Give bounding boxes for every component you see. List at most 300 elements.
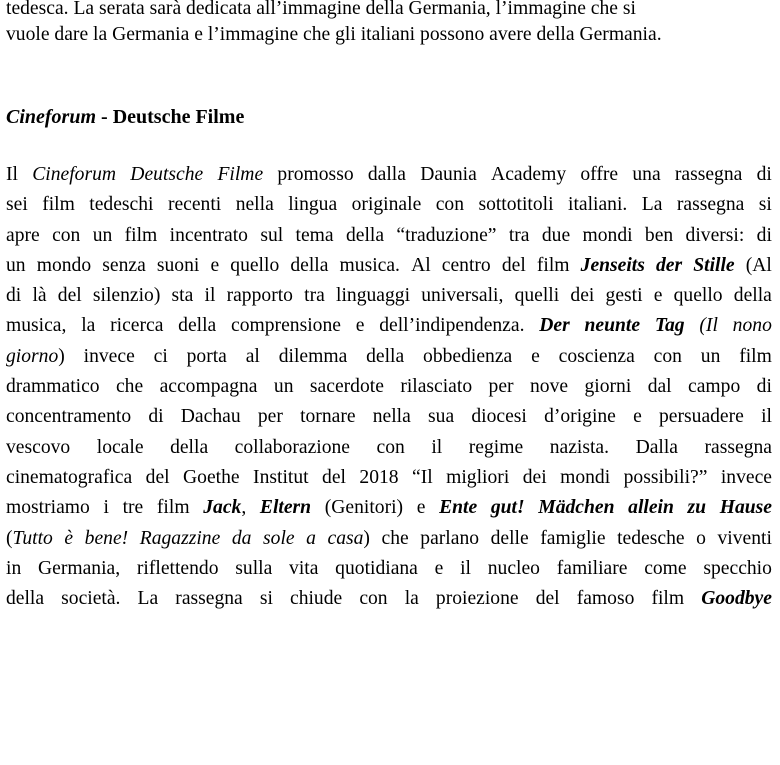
word bbox=[322, 463, 346, 493]
word bbox=[502, 251, 526, 281]
body-text: Daunia bbox=[420, 164, 477, 185]
body-text: “traduzione” bbox=[396, 224, 497, 246]
word bbox=[6, 554, 21, 584]
word bbox=[757, 160, 772, 190]
word bbox=[6, 311, 66, 341]
body-text: silenzio) bbox=[92, 285, 161, 307]
word bbox=[352, 190, 422, 220]
body-text: persuadere bbox=[659, 406, 744, 428]
body-text: delle bbox=[490, 527, 529, 549]
body-text: film bbox=[536, 254, 570, 276]
word bbox=[550, 433, 609, 463]
italic-text: giorno bbox=[6, 345, 59, 367]
word bbox=[203, 493, 246, 523]
film-title-text: Goodbye bbox=[701, 588, 772, 610]
body-text: e bbox=[653, 285, 663, 307]
body-text: universali, bbox=[421, 285, 504, 307]
word bbox=[183, 463, 240, 493]
italic-text: Cineforum bbox=[32, 164, 117, 185]
word bbox=[396, 221, 496, 251]
body-text: familiare bbox=[556, 557, 628, 579]
word bbox=[560, 463, 610, 493]
word bbox=[6, 493, 90, 523]
body-text: possibili?” bbox=[623, 466, 708, 488]
word bbox=[584, 372, 631, 402]
word bbox=[231, 311, 341, 341]
body-text: 2018 bbox=[359, 466, 399, 488]
body-text: una bbox=[632, 164, 661, 185]
film-title-text: zu bbox=[687, 497, 707, 519]
paragraph-line bbox=[6, 221, 772, 251]
body-text: offre bbox=[580, 164, 619, 185]
intro-line-2: vuole dare la Germania e l’immagine che gli italiani possono avere della Germania. bbox=[6, 24, 662, 45]
word bbox=[531, 342, 540, 372]
word bbox=[373, 402, 411, 432]
italic-text: casa bbox=[327, 527, 364, 549]
word bbox=[103, 493, 108, 523]
word bbox=[478, 190, 553, 220]
body-text: della bbox=[366, 345, 405, 367]
italic-text: (Il bbox=[699, 315, 718, 337]
body-text: ( bbox=[6, 527, 13, 549]
word bbox=[436, 584, 519, 614]
body-text: cinematografica bbox=[6, 466, 133, 488]
body-text: dilemma bbox=[278, 345, 348, 367]
body-text: tra bbox=[304, 285, 325, 307]
word bbox=[6, 160, 18, 190]
word bbox=[757, 221, 772, 251]
word bbox=[651, 584, 684, 614]
body-text: migliori bbox=[446, 466, 510, 488]
word bbox=[366, 342, 404, 372]
body-text: la bbox=[81, 315, 96, 337]
body-text: della bbox=[170, 436, 209, 458]
body-text: che bbox=[381, 527, 409, 549]
word bbox=[654, 281, 663, 311]
word bbox=[64, 524, 73, 554]
word bbox=[624, 463, 708, 493]
body-text: rilasciato bbox=[400, 376, 473, 398]
word bbox=[739, 342, 772, 372]
word bbox=[170, 433, 208, 463]
body-text: d’origine bbox=[544, 406, 616, 428]
film-title-text: allein bbox=[628, 497, 674, 519]
word bbox=[759, 190, 772, 220]
word bbox=[359, 584, 387, 614]
word bbox=[431, 433, 442, 463]
word bbox=[642, 190, 663, 220]
body-text: di bbox=[756, 376, 772, 398]
word bbox=[290, 251, 328, 281]
body-text: “Il bbox=[412, 466, 433, 488]
body-text: sulla bbox=[235, 557, 273, 579]
word bbox=[93, 281, 160, 311]
word bbox=[289, 554, 318, 584]
body-text: ricerca bbox=[110, 315, 164, 337]
body-text: il bbox=[460, 557, 471, 579]
film-title-text: Eltern bbox=[259, 497, 312, 519]
body-text: della bbox=[290, 254, 329, 276]
word bbox=[761, 402, 772, 432]
word bbox=[168, 190, 221, 220]
word bbox=[6, 221, 40, 251]
word bbox=[628, 493, 674, 523]
word bbox=[580, 160, 618, 190]
body-text: film bbox=[42, 194, 75, 216]
word bbox=[230, 251, 279, 281]
word bbox=[644, 554, 686, 584]
body-text: il bbox=[204, 285, 216, 307]
word bbox=[720, 493, 772, 523]
film-title-text: Ente bbox=[439, 497, 478, 519]
body-text: di bbox=[756, 164, 772, 185]
word bbox=[170, 221, 248, 251]
word bbox=[263, 524, 295, 554]
body-text: mondi bbox=[582, 224, 633, 246]
body-text: e bbox=[531, 345, 540, 367]
word bbox=[568, 190, 627, 220]
word bbox=[538, 493, 614, 523]
body-text: diocesi bbox=[471, 406, 527, 428]
body-text: del bbox=[535, 588, 560, 610]
body-text: di bbox=[6, 285, 22, 307]
body-text: collaborazione bbox=[234, 436, 350, 458]
italic-text: Deutsche bbox=[130, 164, 204, 185]
word bbox=[577, 584, 635, 614]
body-text: sottotitoli bbox=[478, 194, 554, 216]
word bbox=[656, 251, 682, 281]
body-text: per bbox=[257, 406, 283, 428]
body-text: il bbox=[761, 406, 772, 428]
body-text: concentramento bbox=[6, 406, 132, 428]
word bbox=[509, 221, 530, 251]
word bbox=[540, 524, 605, 554]
word bbox=[178, 311, 216, 341]
body-text: La bbox=[641, 194, 663, 216]
paragraph-line bbox=[6, 190, 772, 220]
word bbox=[581, 251, 645, 281]
word bbox=[632, 160, 660, 190]
word bbox=[157, 493, 190, 523]
paragraph-line bbox=[6, 342, 772, 372]
word bbox=[6, 281, 21, 311]
body-text: un bbox=[92, 224, 113, 246]
word bbox=[97, 433, 144, 463]
word bbox=[38, 554, 120, 584]
word bbox=[346, 221, 384, 251]
body-text: invece bbox=[720, 466, 772, 488]
word bbox=[336, 281, 410, 311]
body-text: quotidiana bbox=[335, 557, 418, 579]
body-text: e bbox=[434, 557, 444, 579]
body-text: con bbox=[653, 345, 682, 367]
body-text: del bbox=[145, 466, 170, 488]
body-text: musica, bbox=[6, 315, 67, 337]
body-text: riflettendo bbox=[136, 557, 219, 579]
word bbox=[491, 524, 529, 554]
body-text: Germania, bbox=[38, 557, 121, 579]
body-text: mondi bbox=[560, 466, 611, 488]
word bbox=[523, 463, 547, 493]
intro-paragraph bbox=[6, 0, 772, 48]
body-text: Il bbox=[6, 164, 18, 185]
body-text: viventi bbox=[717, 527, 772, 549]
paragraph-line bbox=[6, 584, 772, 614]
body-text: recenti bbox=[167, 194, 222, 216]
word bbox=[37, 251, 91, 281]
word bbox=[636, 433, 678, 463]
body-text: al bbox=[245, 345, 260, 367]
heading-italic-part: Cineforum bbox=[6, 106, 97, 128]
word bbox=[606, 281, 643, 311]
body-text: ci bbox=[153, 345, 168, 367]
body-text: e bbox=[210, 254, 220, 276]
film-title-text: der bbox=[656, 254, 683, 276]
body-text: giorni bbox=[584, 376, 632, 398]
body-text: Dalla bbox=[635, 436, 678, 458]
word bbox=[181, 402, 241, 432]
body-text: mondo bbox=[36, 254, 92, 276]
word bbox=[411, 251, 431, 281]
body-text: il bbox=[431, 436, 443, 458]
word bbox=[277, 160, 353, 190]
word bbox=[61, 584, 120, 614]
word bbox=[84, 342, 135, 372]
word bbox=[688, 372, 740, 402]
body-text: che bbox=[115, 376, 144, 398]
body-text: nella bbox=[235, 194, 274, 216]
word bbox=[471, 402, 527, 432]
body-text: linguaggi bbox=[336, 285, 411, 307]
body-text: nucleo bbox=[487, 557, 540, 579]
word bbox=[279, 342, 348, 372]
word bbox=[674, 281, 723, 311]
word bbox=[717, 524, 771, 554]
body-text: dalla bbox=[367, 164, 406, 185]
paragraph-line bbox=[6, 251, 772, 281]
word bbox=[515, 281, 560, 311]
word bbox=[335, 554, 418, 584]
word bbox=[110, 311, 163, 341]
word bbox=[140, 524, 221, 554]
body-text: quello bbox=[673, 285, 723, 307]
film-title-text: Jenseits bbox=[580, 254, 645, 276]
body-text: come bbox=[644, 557, 687, 579]
word bbox=[570, 281, 594, 311]
body-text: famoso bbox=[576, 588, 635, 610]
body-text: e bbox=[355, 315, 365, 337]
body-text: parlano bbox=[420, 527, 480, 549]
body-text: società. bbox=[61, 588, 121, 610]
paragraph-line bbox=[6, 524, 772, 554]
word bbox=[6, 524, 53, 554]
word bbox=[102, 251, 146, 281]
word bbox=[439, 493, 477, 523]
paragraph-line bbox=[6, 463, 772, 493]
body-text: quelli bbox=[514, 285, 560, 307]
body-text: film bbox=[651, 588, 685, 610]
body-text: si bbox=[758, 194, 772, 216]
body-text: della bbox=[6, 588, 45, 610]
paragraph-line bbox=[6, 402, 772, 432]
word bbox=[654, 342, 682, 372]
word bbox=[703, 554, 772, 584]
italic-text: Ragazzine bbox=[139, 527, 221, 549]
word bbox=[260, 584, 273, 614]
body-text: (Genitori) bbox=[324, 497, 404, 519]
body-text: obbedienza bbox=[423, 345, 513, 367]
word bbox=[421, 281, 503, 311]
body-text: e bbox=[633, 406, 642, 428]
body-text: lingua bbox=[288, 194, 338, 216]
body-text: (Al bbox=[745, 254, 772, 276]
body-text: famiglie bbox=[540, 527, 606, 549]
body-text: di bbox=[148, 406, 164, 428]
body-text: con bbox=[376, 436, 405, 458]
word bbox=[557, 554, 628, 584]
word bbox=[417, 493, 426, 523]
film-title-text: neunte bbox=[584, 315, 641, 337]
word bbox=[288, 190, 337, 220]
word bbox=[537, 251, 570, 281]
word bbox=[304, 281, 325, 311]
word bbox=[52, 221, 80, 251]
body-text: mostriamo bbox=[6, 497, 90, 519]
body-text: con bbox=[52, 224, 81, 246]
body-text: nove bbox=[529, 376, 569, 398]
body-text: vita bbox=[289, 557, 319, 579]
word bbox=[310, 372, 384, 402]
body-text: senza bbox=[102, 254, 146, 276]
body-text: La bbox=[137, 588, 159, 610]
body-text: proiezione bbox=[435, 588, 519, 610]
paragraph-line bbox=[6, 281, 772, 311]
body-text: , bbox=[241, 497, 247, 519]
word bbox=[677, 190, 744, 220]
word bbox=[420, 160, 477, 190]
word bbox=[125, 221, 158, 251]
word bbox=[542, 221, 570, 251]
italic-text: da bbox=[231, 527, 252, 549]
word bbox=[172, 281, 194, 311]
word bbox=[340, 251, 400, 281]
word bbox=[446, 463, 509, 493]
word bbox=[157, 251, 199, 281]
word bbox=[210, 251, 219, 281]
body-text: la bbox=[404, 588, 419, 610]
word bbox=[721, 463, 772, 493]
body-text: incentrato bbox=[169, 224, 248, 246]
film-title-text: Der bbox=[539, 315, 570, 337]
body-text: ) bbox=[58, 345, 65, 367]
word bbox=[89, 190, 153, 220]
word bbox=[130, 160, 203, 190]
word bbox=[659, 402, 744, 432]
body-text: ben bbox=[644, 224, 674, 246]
word bbox=[428, 402, 454, 432]
paragraph-line bbox=[6, 493, 772, 523]
word bbox=[469, 433, 523, 463]
body-text: del bbox=[322, 466, 346, 488]
italic-text: bene! bbox=[84, 527, 129, 549]
body-text: del bbox=[501, 254, 526, 276]
body-text: specchio bbox=[703, 557, 772, 579]
word bbox=[582, 221, 632, 251]
body-text: e bbox=[416, 497, 426, 519]
word bbox=[58, 281, 82, 311]
body-text: con bbox=[435, 194, 464, 216]
body-text: diversi: bbox=[685, 224, 745, 246]
film-title-text: Mädchen bbox=[538, 497, 615, 519]
body-text: gesti bbox=[605, 285, 643, 307]
word bbox=[123, 493, 144, 523]
word bbox=[436, 190, 464, 220]
word bbox=[205, 281, 216, 311]
word bbox=[6, 584, 44, 614]
word bbox=[701, 342, 721, 372]
word bbox=[306, 524, 316, 554]
body-text: Dachau bbox=[180, 406, 241, 428]
word bbox=[325, 493, 403, 523]
word bbox=[42, 190, 75, 220]
word bbox=[701, 584, 772, 614]
body-text: coscienza bbox=[558, 345, 635, 367]
body-text: sua bbox=[428, 406, 455, 428]
paragraph-line bbox=[6, 160, 772, 190]
body-text: originale bbox=[351, 194, 422, 216]
word bbox=[235, 433, 350, 463]
body-text: là bbox=[32, 285, 47, 307]
body-text: porta bbox=[186, 345, 227, 367]
word bbox=[539, 311, 569, 341]
body-text: musica. bbox=[339, 254, 400, 276]
word bbox=[368, 160, 406, 190]
body-text: si bbox=[259, 588, 273, 610]
word bbox=[686, 221, 745, 251]
word bbox=[6, 433, 70, 463]
word bbox=[536, 584, 560, 614]
word bbox=[85, 524, 129, 554]
body-text: quello bbox=[230, 254, 280, 276]
body-text: tra bbox=[508, 224, 530, 246]
word bbox=[696, 524, 706, 554]
body-text: un bbox=[6, 254, 26, 276]
word bbox=[260, 221, 283, 251]
film-title-text: Hause bbox=[719, 497, 772, 519]
word bbox=[423, 342, 512, 372]
film-title-text: Stille bbox=[693, 254, 735, 276]
word bbox=[412, 463, 433, 493]
word bbox=[32, 160, 116, 190]
body-text: sul bbox=[260, 224, 284, 246]
body-text: dei bbox=[570, 285, 595, 307]
body-text: film bbox=[156, 497, 190, 519]
body-text: invece bbox=[83, 345, 135, 367]
word bbox=[530, 372, 568, 402]
word bbox=[6, 190, 28, 220]
word bbox=[246, 342, 260, 372]
word bbox=[235, 554, 272, 584]
word bbox=[675, 160, 742, 190]
body-text: centro bbox=[441, 254, 491, 276]
word bbox=[227, 281, 293, 311]
word bbox=[420, 524, 479, 554]
body-text: della bbox=[345, 224, 385, 246]
body-text: rassegna bbox=[175, 588, 243, 610]
body-text: sei bbox=[6, 194, 28, 216]
body-text: comprensione bbox=[231, 315, 341, 337]
word bbox=[32, 281, 46, 311]
